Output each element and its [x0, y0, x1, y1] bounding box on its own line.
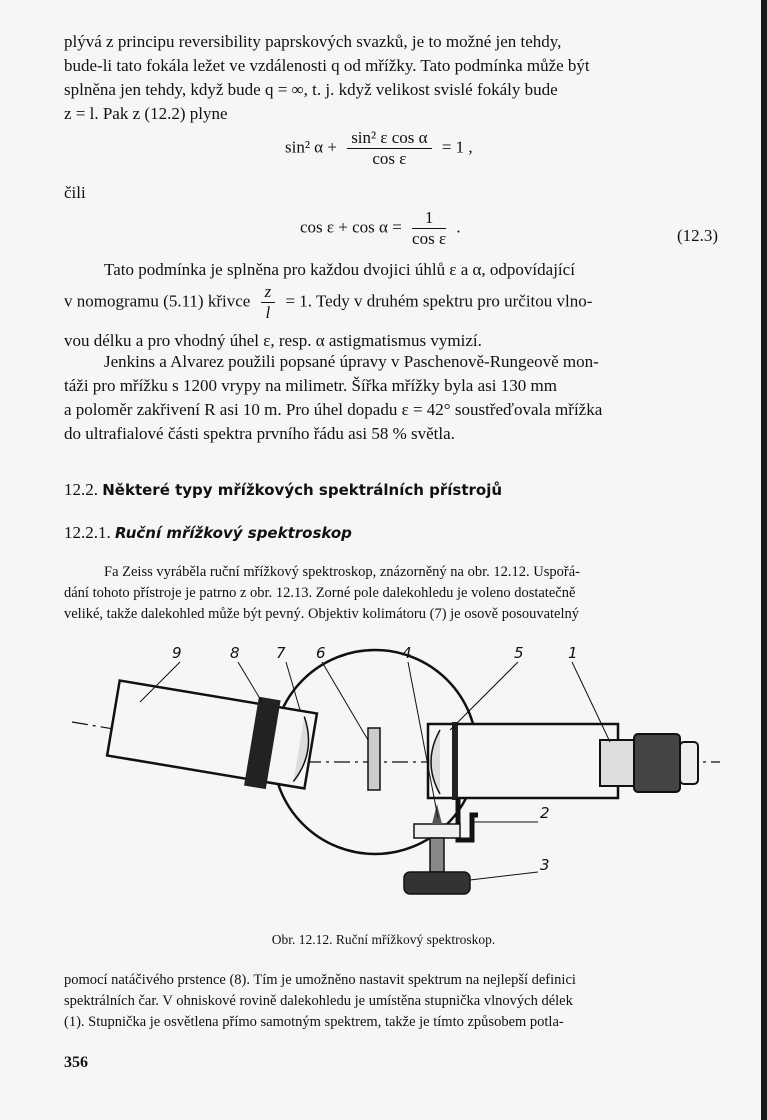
eq1-right: = 1 , [441, 137, 473, 157]
para4-line1: Fa Zeiss vyráběla ruční mřížkový spektroskop, znázorněný na obr. 12.12. Uspořá- [104, 564, 580, 580]
figure-label-8: 8 [230, 644, 240, 662]
para2-line2-start: v nomogramu (5.11) křivce [64, 291, 251, 311]
equation-2 [300, 208, 461, 249]
equation-2-label: (12.3) [677, 226, 719, 245]
para5-line3: (1). Stupnička je osvětlena přímo samotným spektrem, takže je tímto způsobem potla- [64, 1014, 564, 1030]
para1-line4: z = l. Pak z (12.2) plyne [64, 104, 228, 123]
figure-label-3: 3 [540, 856, 550, 874]
para5-line2: spektrálních čar. V ohniskové rovině dalekohledu je umístěna stupnička vlnových délek [64, 993, 573, 1009]
subsection-heading [64, 523, 352, 543]
para2-fraction-den: l [265, 303, 271, 322]
section-heading [64, 480, 502, 500]
para1-line1: plývá z principu reversibility paprskových svazků, je to možné jen tehdy, [64, 32, 562, 51]
para4-line2: dání tohoto přístroje je patrno z obr. 12.13. Zorné pole dalekohledu je voleno dostatečně [64, 585, 576, 601]
para3-line1: Jenkins a Alvarez použili popsané úpravy v Paschenově-Rungeově mon- [104, 352, 599, 371]
figure-caption: Obr. 12.12. Ruční mřížkový spektroskop. [271, 932, 496, 947]
figure-label-2: 2 [540, 804, 550, 822]
para1-line2: bude-li tato fokála ležet ve vzdálenosti q od mřížky. Tato podmínka může být [64, 56, 590, 75]
figure-label-9: 9 [172, 644, 182, 662]
subsection-number: 12.2.1. [64, 523, 111, 542]
cili-word: čili [64, 183, 86, 202]
eq2-fraction [412, 208, 446, 249]
subsection-title: Ruční mřížkový spektroskop [115, 524, 352, 542]
para2-fraction [261, 282, 276, 323]
eq1-left: sin² α + [285, 137, 337, 157]
para2-line2-end: = 1. Tedy v druhém spektru pro určitou vlno- [285, 291, 593, 311]
para5-line1: pomocí natáčivého prstence (8). Tím je umožněno nastavit spektrum na nejlepší definici [64, 972, 576, 988]
figure-label-4: 4 [402, 644, 412, 662]
para4-line3: veliké, takže dalekohled může být pevný. Objektiv kolimátoru (7) je osově posouvatelný [64, 606, 580, 622]
eq2-denominator: cos ε [412, 229, 447, 248]
section-number: 12.2. [64, 480, 98, 499]
eq1-denominator: cos ε [372, 149, 407, 168]
figure-label-1: 1 [568, 644, 578, 662]
figure-label-5: 5 [514, 644, 524, 662]
equation-1 [285, 128, 473, 169]
para3-line2: táži pro mřížku s 1200 vrypy na milimetr. Šířka mřížky byla asi 130 mm [64, 376, 557, 395]
para3-line4: do ultrafialové části spektra prvního řádu asi 58 % světla. [64, 424, 455, 443]
para2-line2 [64, 282, 592, 323]
eq1-numerator: sin² ε cos α [347, 128, 431, 149]
para3-line3: a poloměr zakřivení R asi 10 m. Pro úhel dopadu ε = 42° soustřeďovala mřížka [64, 400, 603, 419]
spectroscope-figure [0, 640, 767, 930]
para1-line3: splněna jen tehdy, když bude q = ∞, t. j. když velikost svislé fokály bude [64, 80, 558, 99]
page-number: 356 [64, 1054, 88, 1071]
para2-line1: Tato podmínka je splněna pro každou dvojici úhlů ε a α, odpovídající [104, 260, 575, 279]
para2-fraction-num: z [261, 282, 276, 303]
eq2-left: cos ε + cos α = [300, 217, 402, 237]
eq2-numerator: 1 [412, 208, 446, 229]
page-edge-shadow [761, 0, 767, 1120]
figure-label-7: 7 [276, 644, 286, 662]
eq1-fraction [347, 128, 431, 169]
eq2-right: . [456, 217, 461, 237]
section-title: Některé typy mřížkových spektrálních přístrojů [102, 481, 503, 499]
figure-label-6: 6 [316, 644, 326, 662]
para2-line3: vou délku a pro vhodný úhel ε, resp. α astigmatismus vymizí. [64, 331, 482, 350]
